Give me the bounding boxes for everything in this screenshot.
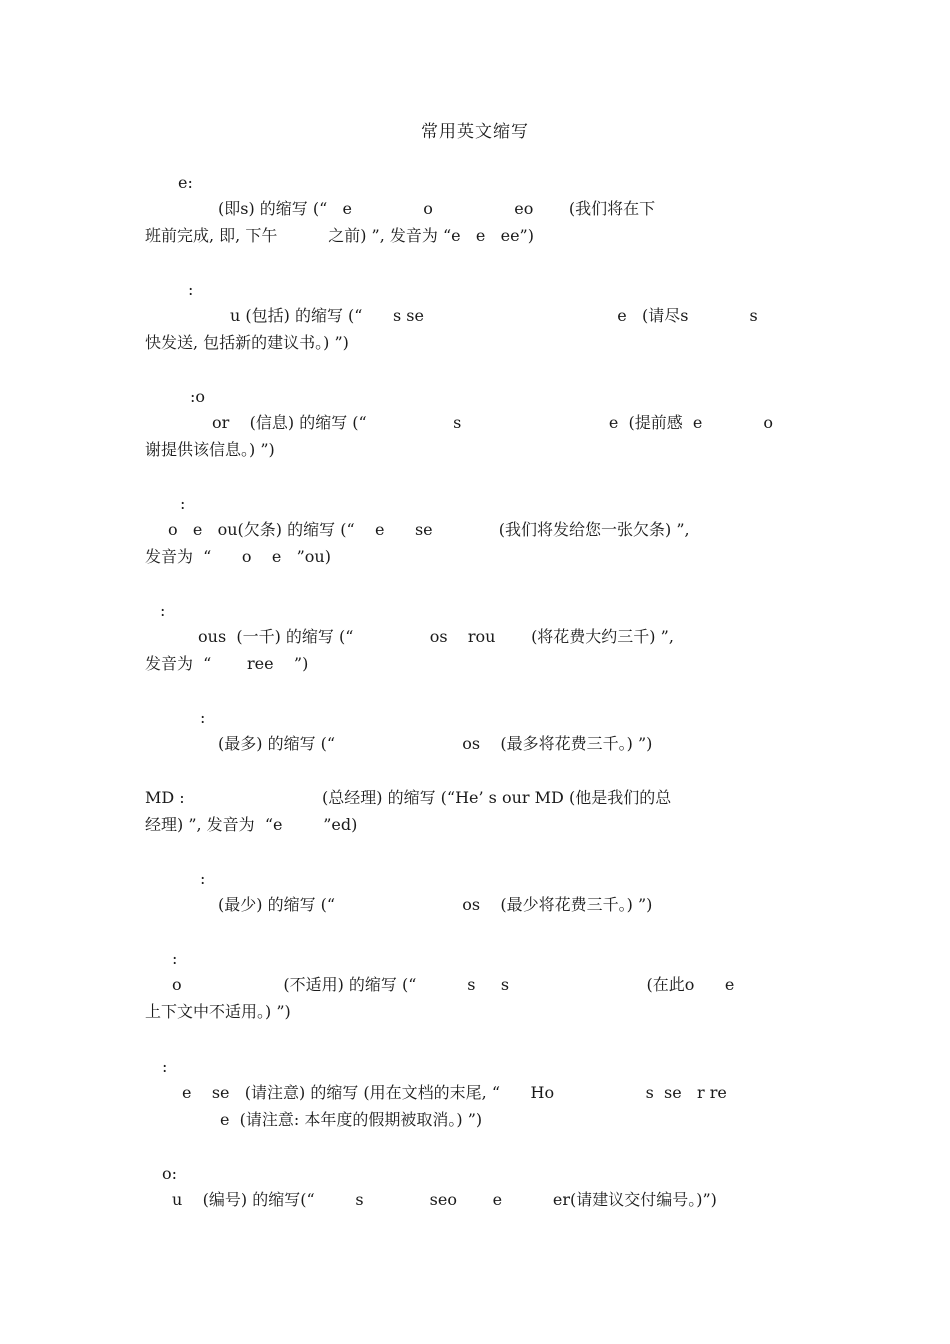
entry-line: or (信息) 的缩写 (“ s e (提前感 e o xyxy=(212,413,774,432)
entry-line: 谢提供该信息。) ”) xyxy=(145,440,275,459)
entry-line: (最少) 的缩写 (“ os (最少将花费三千。) ”) xyxy=(218,895,653,914)
entry-line: u (编号) 的缩写(“ s seo e er(请建议交付编号。)”) xyxy=(172,1190,717,1209)
entry-line: e (请注意: 本年度的假期被取消。) ”) xyxy=(220,1110,483,1129)
entry-line: 发音为 “ ree ”) xyxy=(145,654,309,673)
entry-line: 上下文中不适用。) ”) xyxy=(145,1002,291,1021)
entry-line: o (不适用) 的缩写 (“ s s (在此o e xyxy=(172,975,735,994)
page-title: 常用英文缩写 xyxy=(421,122,529,142)
entry-line: e se (请注意) 的缩写 (用在文档的末尾, “ Ho s se r re xyxy=(182,1083,727,1102)
entry-head: :o xyxy=(190,387,206,406)
entry-head: : xyxy=(162,1057,168,1076)
entry-line: 班前完成, 即, 下午 之前) ”, 发音为 “e e ee”) xyxy=(145,226,534,245)
entry-line: ous (一千) 的缩写 (“ os rou (将花费大约三千) ”, xyxy=(198,627,674,646)
entry-head: : xyxy=(160,601,166,620)
entry-head: : xyxy=(172,949,178,968)
entry-head: : xyxy=(180,494,186,513)
entry-line: (即s) 的缩写 (“ e o eo (我们将在下 xyxy=(218,199,656,218)
entry-head: : xyxy=(200,708,206,727)
entry-line: MD : (总经理) 的缩写 (“He’ s our MD (他是我们的总 xyxy=(145,788,672,807)
entry-line: 经理) ”, 发音为 “e ”ed) xyxy=(145,815,358,834)
entry-line: 发音为 “ o e ”ou) xyxy=(145,547,331,566)
entry-head: : xyxy=(200,869,206,888)
entry-head: e: xyxy=(178,173,193,192)
entry-head: : xyxy=(188,280,194,299)
entry-line: 快发送, 包括新的建议书。) ”) xyxy=(145,333,349,352)
entry-line: (最多) 的缩写 (“ os (最多将花费三千。) ”) xyxy=(218,734,653,753)
entry-line: o e ou(欠条) 的缩写 (“ e se (我们将发给您一张欠条) ”, xyxy=(168,520,690,539)
entry-head: o: xyxy=(162,1164,178,1183)
entry-line: u (包括) 的缩写 (“ s se e (请尽s s xyxy=(230,306,758,325)
